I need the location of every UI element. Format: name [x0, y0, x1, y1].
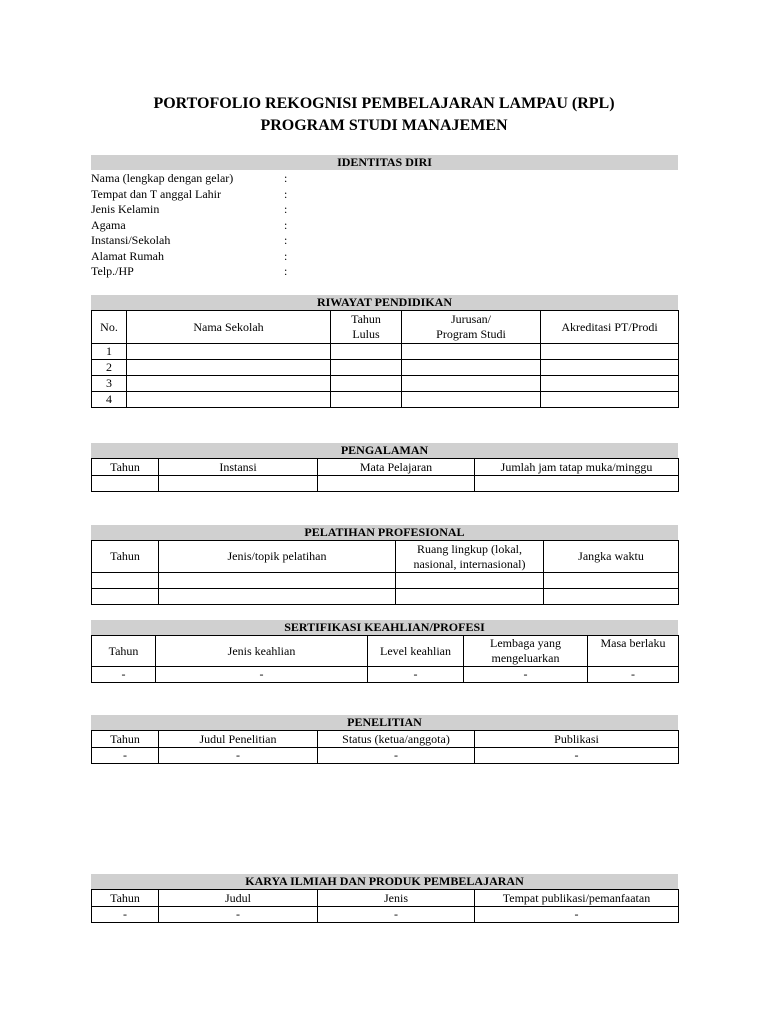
table-header-row — [92, 311, 679, 344]
cell[interactable] — [92, 589, 159, 605]
table-header-row — [92, 636, 679, 667]
cell: - — [159, 748, 318, 764]
penelitian-section — [91, 715, 678, 764]
row-number: 1 — [92, 344, 127, 360]
cell[interactable] — [402, 392, 541, 408]
cell[interactable] — [92, 476, 159, 492]
field-separator: : — [284, 264, 288, 278]
pelatihan-table — [91, 540, 679, 605]
header-jenis-keahlian: Jenis keahlian — [156, 636, 368, 667]
cell: - — [92, 667, 156, 683]
page-title-line1: PORTOFOLIO REKOGNISI PEMBELAJARAN LAMPAU (RPL) — [153, 95, 615, 112]
header-tahun-lulus: Tahun Lulus — [331, 311, 402, 344]
table-row — [92, 476, 679, 492]
table-header-row — [92, 890, 679, 907]
pengalaman-heading: PENGALAMAN — [91, 443, 678, 458]
pendidikan-section — [91, 295, 678, 408]
header-judul-penelitian: Judul Penelitian — [159, 731, 318, 748]
table-header-row — [92, 731, 679, 748]
table-header-row — [92, 459, 679, 476]
table-row — [92, 344, 679, 360]
header-ruang-lingkup: Ruang lingkup (lokal, nasional, internasional) — [396, 541, 544, 573]
field-separator: : — [284, 171, 288, 185]
table-row — [92, 748, 679, 764]
cell: - — [92, 907, 159, 923]
karya-heading: KARYA ILMIAH DAN PRODUK PEMBELAJARAN — [91, 874, 678, 889]
field-label: Instansi/Sekolah — [91, 233, 171, 247]
cell[interactable] — [541, 376, 679, 392]
table-row — [92, 392, 679, 408]
header-jenis: Jenis — [318, 890, 475, 907]
cell[interactable] — [331, 360, 402, 376]
header-tahun: Tahun — [92, 541, 159, 573]
pengalaman-table — [91, 458, 679, 492]
header-jumlah-jam: Jumlah jam tatap muka/minggu — [475, 459, 679, 476]
field-separator: : — [284, 186, 288, 201]
header-judul: Judul — [159, 890, 318, 907]
cell: - — [92, 748, 159, 764]
pelatihan-section — [91, 525, 678, 605]
cell: - — [318, 748, 475, 764]
row-number: 3 — [92, 376, 127, 392]
row-number: 4 — [92, 392, 127, 408]
cell[interactable] — [159, 476, 318, 492]
header-jangka-waktu: Jangka waktu — [544, 541, 679, 573]
karya-table — [91, 889, 679, 923]
identitas-section — [91, 155, 678, 170]
sertifikasi-section — [91, 620, 678, 683]
cell[interactable] — [159, 573, 396, 589]
header-jenis-pelatihan: Jenis/topik pelatihan — [159, 541, 396, 573]
cell: - — [156, 667, 368, 683]
pendidikan-table — [91, 310, 679, 408]
cell[interactable] — [127, 360, 331, 376]
cell[interactable] — [331, 344, 402, 360]
cell[interactable] — [127, 392, 331, 408]
table-row — [92, 667, 679, 683]
sertifikasi-heading: SERTIFIKASI KEAHLIAN/PROFESI — [91, 620, 678, 635]
header-tempat-publikasi: Tempat publikasi/pemanfaatan — [475, 890, 679, 907]
header-masa-berlaku: Masa berlaku — [588, 636, 679, 667]
field-label: Alamat Rumah — [91, 248, 164, 263]
cell[interactable] — [396, 573, 544, 589]
header-no: No. — [92, 311, 127, 344]
header-status: Status (ketua/anggota) — [318, 731, 475, 748]
cell[interactable] — [544, 589, 679, 605]
table-header-row — [92, 541, 679, 573]
field-label: Tempat dan T anggal Lahir — [91, 186, 222, 201]
cell: - — [464, 667, 588, 683]
cell[interactable] — [402, 376, 541, 392]
table-row — [92, 907, 679, 923]
cell[interactable] — [318, 476, 475, 492]
table-row — [92, 376, 679, 392]
cell: - — [588, 667, 679, 683]
header-tahun: Tahun — [92, 890, 159, 907]
cell[interactable] — [159, 589, 396, 605]
penelitian-table — [91, 730, 679, 764]
cell[interactable] — [544, 573, 679, 589]
cell[interactable] — [402, 360, 541, 376]
field-separator: : — [284, 202, 288, 216]
cell[interactable] — [92, 573, 159, 589]
cell: - — [159, 907, 318, 923]
page-title-line2: PROGRAM STUDI MANAJEMEN — [260, 117, 508, 134]
pelatihan-heading: PELATIHAN PROFESIONAL — [91, 525, 678, 540]
field-label: Agama — [91, 217, 126, 232]
header-lembaga: Lembaga yang mengeluarkan — [464, 636, 588, 667]
header-nama-sekolah: Nama Sekolah — [127, 311, 331, 344]
table-row — [92, 573, 679, 589]
cell[interactable] — [541, 392, 679, 408]
cell[interactable] — [127, 376, 331, 392]
field-label: Nama (lengkap dengan gelar) — [91, 171, 234, 185]
field-label: Telp./HP — [91, 264, 134, 278]
header-publikasi: Publikasi — [475, 731, 679, 748]
sertifikasi-table — [91, 635, 679, 683]
karya-section — [91, 874, 678, 923]
pendidikan-heading: RIWAYAT PENDIDIKAN — [91, 295, 678, 310]
field-separator: : — [284, 233, 288, 247]
identitas-heading: IDENTITAS DIRI — [91, 155, 678, 170]
cell[interactable] — [331, 376, 402, 392]
header-instansi: Instansi — [159, 459, 318, 476]
header-mata-pelajaran: Mata Pelajaran — [318, 459, 475, 476]
pengalaman-section — [91, 443, 678, 492]
header-akreditasi: Akreditasi PT/Prodi — [541, 311, 679, 344]
cell[interactable] — [475, 476, 679, 492]
cell[interactable] — [396, 589, 544, 605]
cell: - — [368, 667, 464, 683]
cell[interactable] — [541, 344, 679, 360]
table-row — [92, 589, 679, 605]
cell: - — [475, 907, 679, 923]
cell: - — [475, 748, 679, 764]
cell[interactable] — [541, 360, 679, 376]
field-separator: : — [284, 248, 288, 263]
header-jurusan: Jurusan/ Program Studi — [402, 311, 541, 344]
cell[interactable] — [402, 344, 541, 360]
field-separator: : — [284, 217, 288, 232]
header-tahun: Tahun — [92, 731, 159, 748]
cell[interactable] — [331, 392, 402, 408]
header-tahun: Tahun — [92, 459, 159, 476]
table-row — [92, 360, 679, 376]
header-tahun: Tahun — [92, 636, 156, 667]
penelitian-heading: PENELITIAN — [91, 715, 678, 730]
cell[interactable] — [127, 344, 331, 360]
header-level-keahlian: Level keahlian — [368, 636, 464, 667]
cell: - — [318, 907, 475, 923]
row-number: 2 — [92, 360, 127, 376]
field-label: Jenis Kelamin — [91, 202, 160, 216]
